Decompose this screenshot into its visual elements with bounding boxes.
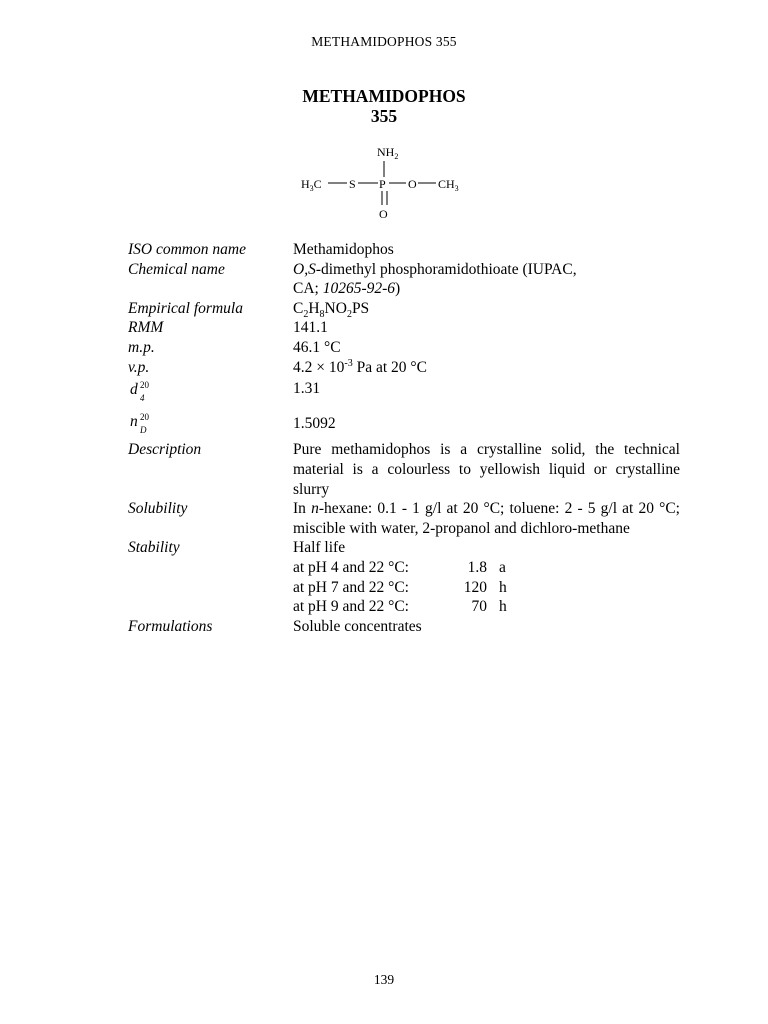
- refractive-value: 1.5092: [293, 414, 336, 432]
- oxygen-single-label: O: [408, 177, 417, 191]
- methyl-left-label: $H_3C$: [301, 177, 322, 193]
- refractive-symbol: n 20 D: [130, 411, 149, 435]
- solubility-value: In n-hexane: 0.1 - 1 g/l at 20 °C; toluene: 2 - 5 g/l at 20 °C; miscible with water, 2-propanol and dichloro-methane: [293, 500, 680, 537]
- specification-number: 355: [370, 106, 398, 126]
- phosphorus-label: P: [379, 177, 386, 191]
- density-value: 1.31: [293, 380, 321, 398]
- vp-label: v.p.: [128, 358, 150, 376]
- structural-formula: [290, 140, 480, 224]
- empirical-label: Empirical formula: [128, 299, 243, 317]
- row-empirical-formula: [128, 299, 680, 319]
- row-solubility: [128, 499, 680, 538]
- formulations-value: Soluble concentrates: [293, 617, 422, 635]
- running-head: METHAMIDOPHOS 355: [311, 34, 457, 49]
- row-chemical-name: [128, 260, 680, 299]
- half-life-unit: h: [499, 598, 507, 616]
- row-density: [128, 377, 680, 409]
- description-value: Pure methamidophos is a crystalline solid, the technical material is a colourless to yellowish liquid or crystalline slurry: [293, 441, 680, 498]
- density-label: [128, 379, 293, 407]
- page-number: 139: [373, 972, 395, 987]
- row-description: [128, 440, 680, 499]
- half-life-value: 120: [463, 578, 487, 596]
- chemical-value: O,S-dimethyl phosphoramidothioate (IUPAC, CA; 10265-92-6): [293, 260, 577, 298]
- row-formulations: [128, 617, 680, 637]
- description-label: Description: [128, 441, 202, 459]
- empirical-value: $C_2H_8NO_2PS$: [293, 299, 370, 320]
- half-life-value: 70: [471, 598, 487, 616]
- nh2-label: $NH_2$: [377, 145, 399, 161]
- row-stability: [128, 538, 680, 616]
- iso-label: ISO common name: [128, 241, 246, 258]
- mp-value: 46.1 °C: [293, 338, 341, 356]
- page-title: METHAMIDOPHOS: [302, 86, 466, 106]
- half-life-condition: at pH 9 and 22 °C:: [293, 598, 409, 616]
- half-life-condition: at pH 7 and 22 °C:: [293, 578, 409, 596]
- rmm-value: 141.1: [293, 319, 328, 337]
- row-melting-point: [128, 338, 680, 358]
- methyl-right-label: $CH_3$: [438, 177, 459, 193]
- sulfur-label: S: [349, 177, 356, 191]
- vp-value: $4.2 \times 10^{-3}$ Pa at 20 °C: [293, 357, 427, 376]
- stability-value: [293, 538, 680, 616]
- half-life-table: [293, 558, 680, 617]
- iso-value: Methamidophos: [293, 241, 394, 258]
- refractive-label: [128, 411, 293, 439]
- row-vapour-pressure: [128, 358, 680, 378]
- row-refractive-index: [128, 409, 680, 441]
- half-life-condition: at pH 4 and 22 °C:: [293, 558, 409, 576]
- half-life-unit: a: [499, 558, 506, 576]
- stability-heading: Half life: [293, 539, 346, 557]
- structure-diagram: [290, 140, 480, 224]
- stability-label: Stability: [128, 539, 180, 557]
- chemical-label: Chemical name: [128, 260, 225, 278]
- row-iso-common-name: [128, 240, 680, 260]
- mp-label: m.p.: [128, 338, 155, 356]
- row-rmm: [128, 318, 680, 338]
- density-symbol: d 20 4: [130, 380, 149, 404]
- half-life-unit: h: [499, 578, 507, 596]
- solubility-label: Solubility: [128, 500, 188, 518]
- half-life-value: 1.8: [467, 558, 487, 576]
- rmm-label: RMM: [128, 319, 164, 337]
- properties-table: [128, 240, 680, 636]
- title-block: [0, 86, 768, 126]
- oxygen-double-label: O: [379, 207, 388, 221]
- formulations-label: Formulations: [128, 617, 213, 635]
